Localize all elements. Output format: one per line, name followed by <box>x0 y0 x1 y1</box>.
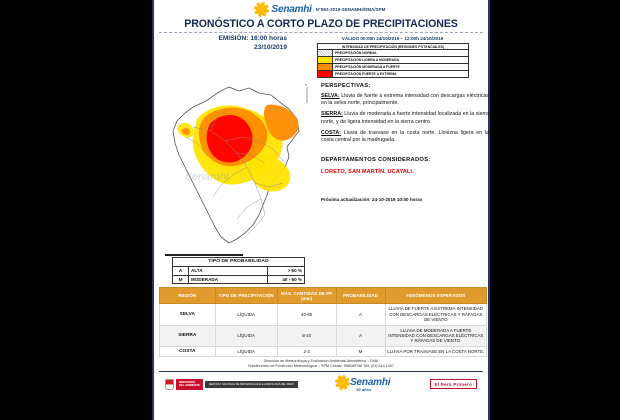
cell-probability: M <box>336 346 385 356</box>
probability-value: 40 - 60 % <box>268 275 305 284</box>
emission-label: EMISIÓN: 16:00 horas <box>218 35 287 42</box>
cell-phenomena: LLUVIA POR TRASVASE EN LA COSTA NORTE. <box>385 346 486 356</box>
cell-amount: 40-60 <box>277 304 336 325</box>
perspective-selva <box>321 93 489 107</box>
legend-label: PRECIPITACIÓN FUERTE A EXTREMA <box>335 72 397 76</box>
legend-item <box>318 71 468 77</box>
map-scalebar <box>165 254 243 256</box>
probability-name: MODERADA <box>189 275 268 284</box>
column-header-type: TIPO DE PRECIPITACIÓN <box>215 288 277 304</box>
peru-primero-logo: El Perú Primero <box>430 379 477 389</box>
legend-swatch-fuerte <box>318 71 333 77</box>
anniversary-label: 50 años <box>356 386 372 392</box>
senamhi-logo-text: Senamhi <box>350 376 391 388</box>
map-column <box>159 79 319 284</box>
perspective-costa <box>321 130 489 144</box>
perspective-region-label: SIERRA: <box>321 111 343 118</box>
perspective-text: Lluvia de fuerte a extrema intensidad con descargas eléctricas en la selva norte, principalmente. <box>321 93 489 107</box>
legend-label: PRECIPITACIÓN NORMAL <box>335 51 378 55</box>
title-divider <box>159 32 483 33</box>
map-watermark: Senamhi <box>185 171 229 183</box>
footer-line-2: Subdirección de Predicción Meteorológica – SPM Celular: 998389766 Telf. (01) 614 1407 <box>248 364 394 369</box>
table-row <box>160 304 487 325</box>
footer-line-1: Dirección de Meteorología y Evaluación Ambiental Atmosférica – DMA <box>263 359 379 364</box>
table-row <box>173 258 305 267</box>
brand-row <box>159 3 483 16</box>
cell-type: LÍQUIDA <box>215 304 277 325</box>
senamhi-anniversary-logo <box>337 377 390 392</box>
ministry-line-2: DEL AMBIENTE <box>179 383 200 388</box>
departments-title: DEPARTAMENTOS CONSIDERADOS: <box>321 157 431 164</box>
intensity-legend <box>317 43 469 78</box>
column-header-probability: PROBABILIDAD <box>336 288 385 304</box>
cell-region: COSTA <box>160 346 216 356</box>
probability-name: ALTA <box>189 266 268 275</box>
probability-key: A <box>173 266 189 275</box>
table-row <box>173 275 305 284</box>
legend-title: INTENSIDAD DE PRECIPITACIÓN (REGIONES POTENCIALES) <box>318 44 468 50</box>
emission-validity-row <box>159 35 483 78</box>
table-row <box>160 346 487 356</box>
forecast-document <box>152 0 490 420</box>
peru-map-svg <box>159 79 317 255</box>
perspective-text: Lluvia de trasvase en la costa norte. Llovizna ligera en la costa central por la madrugada. <box>321 129 489 144</box>
column-header-region: REGIÓN <box>160 288 216 304</box>
legend-label: PRECIPITACIÓN LIGERA A MODERADA <box>335 58 399 62</box>
legend-item <box>318 50 468 57</box>
table-row <box>160 325 487 346</box>
column-header-phenomena: FENÓMENOS ESPERADOS <box>385 288 486 304</box>
cell-probability: A <box>336 325 385 346</box>
sun-icon <box>256 4 267 15</box>
logo-bar <box>159 372 483 394</box>
probability-key: M <box>173 275 189 284</box>
cell-amount: 2-3 <box>277 346 336 356</box>
cell-probability: A <box>336 304 385 325</box>
perspectives-column <box>319 79 489 284</box>
legend-item <box>318 64 468 71</box>
probability-table <box>172 257 305 284</box>
sun-icon <box>337 377 348 388</box>
perspective-text: Lluvia de moderada a fuerte intensidad localizada en la sierra norte, y de ligera intensidad en la sierra centro. <box>321 111 489 125</box>
peru-map <box>159 79 317 255</box>
next-update: Próxima actualización: 24-10-2019 10:00 horas <box>321 197 423 203</box>
cell-type: LÍQUIDA <box>215 325 277 346</box>
government-logo <box>165 379 298 390</box>
cell-region: SIERRA <box>160 325 216 346</box>
perspective-region-label: SELVA: <box>321 93 340 99</box>
legend-swatch-normal <box>318 50 333 56</box>
footer-text <box>159 359 483 369</box>
probability-value: > 60 % <box>268 266 305 275</box>
cell-phenomena: LLUVIA DE FUERTE A EXTREMA INTENSIDAD CON DESCARGAS ELÉCTRICAS Y RÁFAGAS DE VIENTO <box>385 304 486 325</box>
table-row <box>173 266 305 275</box>
legend-label: PRECIPITACIÓN MODERADA A FUERTE <box>335 65 400 69</box>
document-number: N°592-2019-SENAMHI/DMA/SPM <box>315 7 386 12</box>
senamhi-full-name: SERVICIO NACIONAL DE METEOROLOGÍA E HIDROLOGÍA DEL PERÚ <box>205 381 298 388</box>
ministry-label <box>176 379 203 390</box>
departments-list: LORETO, SAN MARTÍN, UCAYALI. <box>321 169 414 176</box>
legend-swatch-ligera <box>318 57 333 63</box>
column-header-amount: MÁX. CANTIDAD DE PP (mm) <box>277 288 336 304</box>
emission-date: 23/10/2019 <box>253 43 287 51</box>
content-columns <box>159 79 489 284</box>
emission-block <box>159 35 287 52</box>
validity-text: VÁLIDO 00:00h 24/10/2019 – 12:00h 24/10/2019 <box>341 36 444 41</box>
cell-type: LÍQUIDA <box>215 346 277 356</box>
legend-item <box>318 57 468 64</box>
probability-table-title: TIPO DE PROBABILIDAD <box>173 258 305 267</box>
page-title: PRONÓSTICO A CORTO PLAZO DE PRECIPITACIONES <box>184 18 458 30</box>
peru-shield-icon <box>165 379 174 390</box>
perspective-sierra <box>321 111 489 125</box>
table-header-row <box>160 288 487 304</box>
cell-phenomena: LLUVIA DE MODERADA A FUERTE INTENSIDAD CON DESCARGAS ELÉCTRICAS Y RÁFAGAS DE VIENTO. <box>385 325 486 346</box>
cell-amount: 8-10 <box>277 325 336 346</box>
perspectives-title: PERSPECTIVAS: <box>321 83 371 89</box>
legend-swatch-moderada <box>318 64 333 70</box>
senamhi-logo-text: Senamhi <box>271 4 312 15</box>
ministry-line-1: MINISTERIO <box>179 379 196 384</box>
forecast-data-table <box>159 287 487 357</box>
cell-region: SELVA <box>160 304 216 325</box>
perspective-region-label: COSTA: <box>321 129 341 136</box>
svg-text:N: N <box>305 83 308 87</box>
